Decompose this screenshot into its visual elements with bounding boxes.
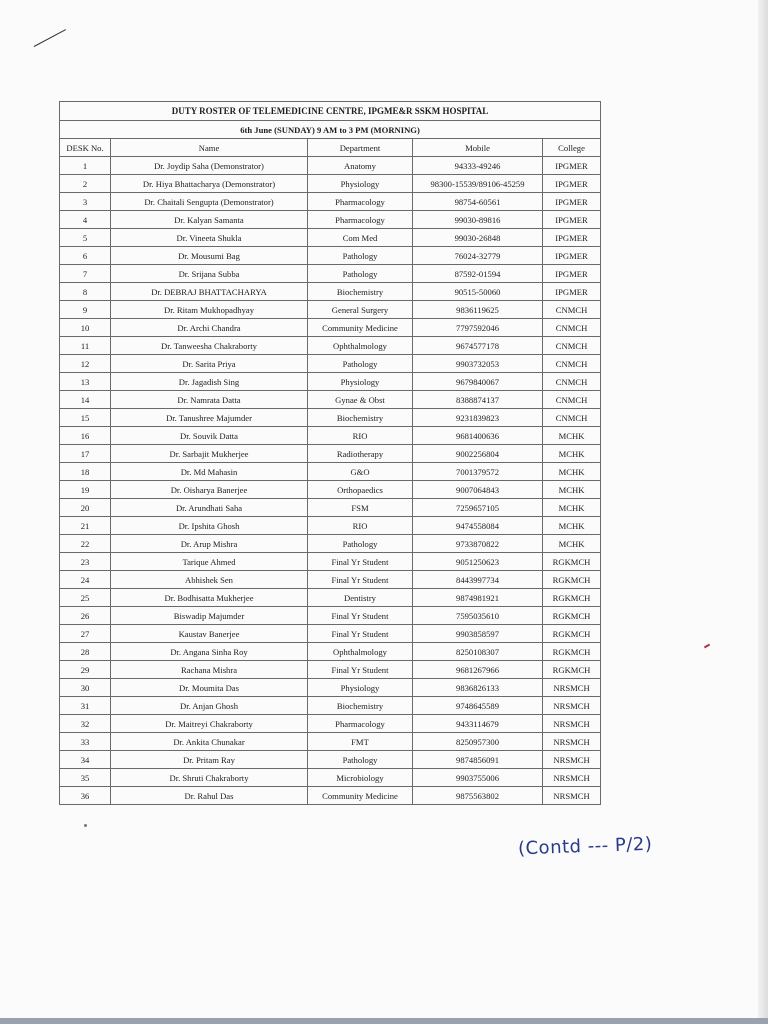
department: Biochemistry [308, 409, 413, 427]
doctor-name: Dr. Ritam Mukhopadhyay [111, 301, 308, 319]
doctor-name: Dr. Hiya Bhattacharya (Demonstrator) [111, 175, 308, 193]
table-row [60, 355, 601, 373]
mobile-number: 98754-60561 [413, 193, 543, 211]
roster-body [60, 157, 601, 805]
desk-number: 33 [60, 733, 111, 751]
mobile-number: 9875563802 [413, 787, 543, 805]
mobile-number: 9051250623 [413, 553, 543, 571]
desk-number: 1 [60, 157, 111, 175]
mobile-number: 7595035610 [413, 607, 543, 625]
mobile-number: 9231839823 [413, 409, 543, 427]
mobile-number: 9874856091 [413, 751, 543, 769]
desk-number: 5 [60, 229, 111, 247]
mobile-number: 9836826133 [413, 679, 543, 697]
desk-number: 32 [60, 715, 111, 733]
department: Microbiology [308, 769, 413, 787]
table-row [60, 751, 601, 769]
table-row [60, 319, 601, 337]
department: Pathology [308, 265, 413, 283]
department: Dentistry [308, 589, 413, 607]
column-header-mobile: Mobile [413, 139, 543, 157]
department: Anatomy [308, 157, 413, 175]
doctor-name: Dr. Md Mahasin [111, 463, 308, 481]
desk-number: 23 [60, 553, 111, 571]
department: RIO [308, 517, 413, 535]
mobile-number: 8443997734 [413, 571, 543, 589]
table-row [60, 643, 601, 661]
department: Pharmacology [308, 715, 413, 733]
department: Pathology [308, 751, 413, 769]
table-row [60, 535, 601, 553]
mobile-number: 9433114679 [413, 715, 543, 733]
desk-number: 24 [60, 571, 111, 589]
doctor-name: Dr. Angana Sinha Roy [111, 643, 308, 661]
desk-number: 35 [60, 769, 111, 787]
doctor-name: Dr. Sarbajit Mukherjee [111, 445, 308, 463]
mobile-number: 8250108307 [413, 643, 543, 661]
mobile-number: 7259657105 [413, 499, 543, 517]
department: G&O [308, 463, 413, 481]
desk-number: 29 [60, 661, 111, 679]
college: RGKMCH [543, 643, 601, 661]
department: Final Yr Student [308, 661, 413, 679]
table-row [60, 373, 601, 391]
department: Final Yr Student [308, 553, 413, 571]
pen-stroke-mark [34, 29, 66, 47]
table-row [60, 463, 601, 481]
college: MCHK [543, 481, 601, 499]
college: NRSMCH [543, 733, 601, 751]
desk-number: 17 [60, 445, 111, 463]
mobile-number: 76024-32779 [413, 247, 543, 265]
mobile-number: 8388874137 [413, 391, 543, 409]
doctor-name: Dr. Vineeta Shukla [111, 229, 308, 247]
department: FSM [308, 499, 413, 517]
header-row [60, 139, 601, 157]
doctor-name: Dr. Tanweesha Chakraborty [111, 337, 308, 355]
table-row [60, 733, 601, 751]
doctor-name: Dr. Shruti Chakraborty [111, 769, 308, 787]
department: Biochemistry [308, 697, 413, 715]
doctor-name: Dr. Jagadish Sing [111, 373, 308, 391]
desk-number: 4 [60, 211, 111, 229]
duty-roster-table [59, 101, 601, 805]
doctor-name: Dr. Namrata Datta [111, 391, 308, 409]
column-header-name: Name [111, 139, 308, 157]
desk-number: 27 [60, 625, 111, 643]
department: Pathology [308, 535, 413, 553]
desk-number: 20 [60, 499, 111, 517]
table-row [60, 445, 601, 463]
college: IPGMER [543, 157, 601, 175]
doctor-name: Dr. Mousumi Bag [111, 247, 308, 265]
department: Physiology [308, 679, 413, 697]
mobile-number: 87592-01594 [413, 265, 543, 283]
college: MCHK [543, 427, 601, 445]
stray-dot-mark [84, 824, 87, 827]
department: RIO [308, 427, 413, 445]
table-row [60, 211, 601, 229]
mobile-number: 9903755006 [413, 769, 543, 787]
department: FMT [308, 733, 413, 751]
doctor-name: Dr. Archi Chandra [111, 319, 308, 337]
table-row [60, 229, 601, 247]
college: RGKMCH [543, 589, 601, 607]
college: CNMCH [543, 373, 601, 391]
department: Final Yr Student [308, 571, 413, 589]
doctor-name: Dr. Arup Mishra [111, 535, 308, 553]
doctor-name: Abhishek Sen [111, 571, 308, 589]
doctor-name: Dr. Moumita Das [111, 679, 308, 697]
college: RGKMCH [543, 571, 601, 589]
college: IPGMER [543, 283, 601, 301]
table-row [60, 481, 601, 499]
college: MCHK [543, 535, 601, 553]
desk-number: 3 [60, 193, 111, 211]
college: RGKMCH [543, 553, 601, 571]
desk-number: 14 [60, 391, 111, 409]
desk-number: 21 [60, 517, 111, 535]
college: IPGMER [543, 265, 601, 283]
department: Community Medicine [308, 319, 413, 337]
table-row [60, 589, 601, 607]
department: General Surgery [308, 301, 413, 319]
college: MCHK [543, 445, 601, 463]
doctor-name: Dr. Tanushree Majumder [111, 409, 308, 427]
college: MCHK [543, 463, 601, 481]
table-row [60, 679, 601, 697]
department: Ophthalmology [308, 337, 413, 355]
handwritten-continued-note: (Contd --- P/2) [517, 833, 653, 860]
college: NRSMCH [543, 769, 601, 787]
doctor-name: Dr. Sarita Priya [111, 355, 308, 373]
doctor-name: Dr. Bodhisatta Mukherjee [111, 589, 308, 607]
mobile-number: 7001379572 [413, 463, 543, 481]
table-row [60, 283, 601, 301]
college: CNMCH [543, 301, 601, 319]
desk-number: 26 [60, 607, 111, 625]
college: RGKMCH [543, 661, 601, 679]
mobile-number: 99030-89816 [413, 211, 543, 229]
mobile-number: 7797592046 [413, 319, 543, 337]
desk-number: 36 [60, 787, 111, 805]
doctor-name: Dr. Chaitali Sengupta (Demonstrator) [111, 193, 308, 211]
department: Physiology [308, 373, 413, 391]
mobile-number: 9733870822 [413, 535, 543, 553]
column-header-desk: DESK No. [60, 139, 111, 157]
mobile-number: 9679840067 [413, 373, 543, 391]
column-header-department: Department [308, 139, 413, 157]
desk-number: 30 [60, 679, 111, 697]
college: NRSMCH [543, 715, 601, 733]
table-row [60, 157, 601, 175]
doctor-name: Tarique Ahmed [111, 553, 308, 571]
department: Radiotherapy [308, 445, 413, 463]
college: IPGMER [543, 175, 601, 193]
roster-subtitle: 6th June (SUNDAY) 9 AM to 3 PM (MORNING) [60, 121, 601, 139]
scan-bottom-band [0, 1018, 768, 1024]
college: MCHK [543, 499, 601, 517]
department: Ophthalmology [308, 643, 413, 661]
department: Com Med [308, 229, 413, 247]
desk-number: 2 [60, 175, 111, 193]
doctor-name: Kaustav Banerjee [111, 625, 308, 643]
doctor-name: Dr. Rahul Das [111, 787, 308, 805]
desk-number: 28 [60, 643, 111, 661]
mobile-number: 9836119625 [413, 301, 543, 319]
college: MCHK [543, 517, 601, 535]
desk-number: 19 [60, 481, 111, 499]
table-row [60, 571, 601, 589]
table-row [60, 625, 601, 643]
mobile-number: 9903732053 [413, 355, 543, 373]
roster-title: DUTY ROSTER OF TELEMEDICINE CENTRE, IPGME&R SSKM HOSPITAL [60, 102, 601, 121]
doctor-name: Dr. Anjan Ghosh [111, 697, 308, 715]
department: Final Yr Student [308, 625, 413, 643]
mobile-number: 9474558084 [413, 517, 543, 535]
doctor-name: Dr. Ankita Chunakar [111, 733, 308, 751]
desk-number: 6 [60, 247, 111, 265]
department: Physiology [308, 175, 413, 193]
college: IPGMER [543, 247, 601, 265]
college: NRSMCH [543, 679, 601, 697]
title-row [60, 102, 601, 121]
desk-number: 12 [60, 355, 111, 373]
subtitle-row [60, 121, 601, 139]
desk-number: 9 [60, 301, 111, 319]
college: CNMCH [543, 337, 601, 355]
college: RGKMCH [543, 607, 601, 625]
doctor-name: Dr. Joydip Saha (Demonstrator) [111, 157, 308, 175]
college: IPGMER [543, 211, 601, 229]
college: IPGMER [543, 229, 601, 247]
doctor-name: Biswadip Majumder [111, 607, 308, 625]
desk-number: 31 [60, 697, 111, 715]
column-header-college: College [543, 139, 601, 157]
college: CNMCH [543, 391, 601, 409]
table-row [60, 607, 601, 625]
doctor-name: Dr. Kalyan Samanta [111, 211, 308, 229]
desk-number: 18 [60, 463, 111, 481]
mobile-number: 9002256804 [413, 445, 543, 463]
mobile-number: 9748645589 [413, 697, 543, 715]
department: Pharmacology [308, 211, 413, 229]
table-row [60, 769, 601, 787]
table-row [60, 193, 601, 211]
mobile-number: 90515-50060 [413, 283, 543, 301]
desk-number: 13 [60, 373, 111, 391]
college: NRSMCH [543, 751, 601, 769]
page-edge [758, 0, 768, 1024]
doctor-name: Dr. DEBRAJ BHATTACHARYA [111, 283, 308, 301]
mobile-number: 99030-26848 [413, 229, 543, 247]
college: IPGMER [543, 193, 601, 211]
college: CNMCH [543, 355, 601, 373]
doctor-name: Dr. Oisharya Banerjee [111, 481, 308, 499]
doctor-name: Dr. Souvik Datta [111, 427, 308, 445]
college: NRSMCH [543, 697, 601, 715]
table-row [60, 175, 601, 193]
desk-number: 34 [60, 751, 111, 769]
mobile-number: 9681267966 [413, 661, 543, 679]
mobile-number: 9874981921 [413, 589, 543, 607]
mobile-number: 9903858597 [413, 625, 543, 643]
desk-number: 25 [60, 589, 111, 607]
table-row [60, 553, 601, 571]
desk-number: 15 [60, 409, 111, 427]
mobile-number: 8250957300 [413, 733, 543, 751]
table-row [60, 247, 601, 265]
mobile-number: 98300-15539/89106-45259 [413, 175, 543, 193]
table-row [60, 499, 601, 517]
table-row [60, 517, 601, 535]
table-row [60, 661, 601, 679]
table-row [60, 391, 601, 409]
mobile-number: 94333-49246 [413, 157, 543, 175]
desk-number: 22 [60, 535, 111, 553]
table-row [60, 337, 601, 355]
doctor-name: Dr. Maitreyi Chakraborty [111, 715, 308, 733]
college: CNMCH [543, 319, 601, 337]
department: Pharmacology [308, 193, 413, 211]
stray-tick-mark [704, 644, 710, 649]
doctor-name: Dr. Ipshita Ghosh [111, 517, 308, 535]
table-row [60, 265, 601, 283]
department: Biochemistry [308, 283, 413, 301]
table-row [60, 301, 601, 319]
doctor-name: Dr. Pritam Ray [111, 751, 308, 769]
table-row [60, 427, 601, 445]
table-row [60, 697, 601, 715]
department: Pathology [308, 247, 413, 265]
doctor-name: Dr. Arundhati Saha [111, 499, 308, 517]
table-row [60, 409, 601, 427]
doctor-name: Rachana Mishra [111, 661, 308, 679]
table-row [60, 787, 601, 805]
mobile-number: 9681400636 [413, 427, 543, 445]
college: CNMCH [543, 409, 601, 427]
desk-number: 10 [60, 319, 111, 337]
doctor-name: Dr. Srijana Subba [111, 265, 308, 283]
college: NRSMCH [543, 787, 601, 805]
desk-number: 11 [60, 337, 111, 355]
department: Gynae & Obst [308, 391, 413, 409]
desk-number: 8 [60, 283, 111, 301]
department: Final Yr Student [308, 607, 413, 625]
desk-number: 16 [60, 427, 111, 445]
mobile-number: 9007064843 [413, 481, 543, 499]
college: RGKMCH [543, 625, 601, 643]
department: Community Medicine [308, 787, 413, 805]
mobile-number: 9674577178 [413, 337, 543, 355]
department: Orthopaedics [308, 481, 413, 499]
department: Pathology [308, 355, 413, 373]
table-row [60, 715, 601, 733]
desk-number: 7 [60, 265, 111, 283]
